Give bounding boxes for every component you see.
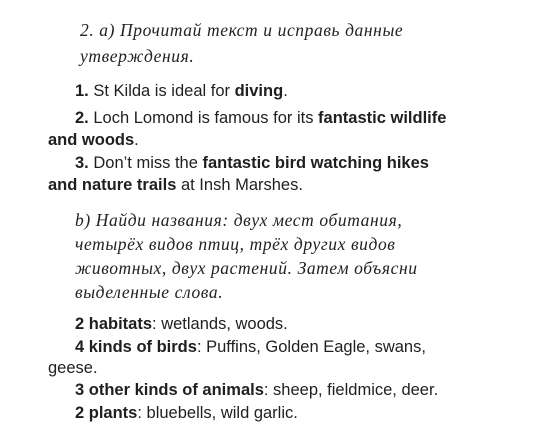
statement-number: 1.: [75, 82, 89, 100]
statement-text-end: at Insh Marshes.: [176, 176, 303, 194]
answer-label: 3 other kinds of animals: [75, 381, 264, 399]
answer-text: : wetlands, woods.: [152, 315, 288, 333]
answer-habitats: [75, 313, 288, 335]
answer-birds-continued: geese.: [48, 359, 98, 377]
answer-text: : sheep, fieldmice, deer.: [263, 381, 439, 399]
statement-bold-continued: and nature trails: [48, 176, 177, 194]
task-b-instruction-line-3: животных, двух растений. Затем объясни: [75, 258, 418, 278]
statement-text: Don’t miss the: [88, 154, 203, 172]
statement-bold: fantastic wildlife: [318, 109, 447, 127]
statement-number: 2.: [75, 109, 89, 127]
statement-text-end: .: [283, 82, 288, 100]
statement-bold-continued: and woods: [48, 131, 135, 149]
statement-2-continued: [48, 129, 139, 151]
statement-number: 3.: [75, 154, 89, 172]
statement-3: [75, 152, 429, 174]
answer-label: 2 habitats: [75, 315, 153, 333]
task-b-instruction-line-2: четырёх видов птиц, трёх других видов: [75, 234, 396, 254]
answer-label: 2 plants: [75, 404, 138, 422]
task-a-instruction-line-1: 2. а) Прочитай текст и исправь данные: [80, 20, 404, 40]
statement-bold: diving: [234, 82, 284, 100]
answer-birds: [75, 336, 426, 358]
statement-3-continued: [48, 174, 303, 196]
answer-plants: [75, 402, 298, 424]
answer-text: : bluebells, wild garlic.: [137, 404, 298, 422]
statement-bold: fantastic bird watching hikes: [202, 154, 429, 172]
answer-label: 4 kinds of birds: [75, 338, 197, 356]
statement-text: St Kilda is ideal for: [88, 82, 235, 100]
task-a-instruction-line-2: утверждения.: [80, 46, 195, 66]
statement-text-end: .: [134, 131, 139, 149]
statement-1: [75, 80, 288, 102]
answer-text: : Puffins, Golden Eagle, swans,: [196, 338, 426, 356]
statement-text: Loch Lomond is famous for its: [88, 109, 319, 127]
task-b-instruction-line-4: выделенные слова.: [75, 282, 224, 302]
task-b-instruction-line-1: b) Найди названия: двух мест обитания,: [75, 210, 403, 230]
answer-animals: [75, 379, 438, 401]
statement-2: [75, 107, 446, 129]
